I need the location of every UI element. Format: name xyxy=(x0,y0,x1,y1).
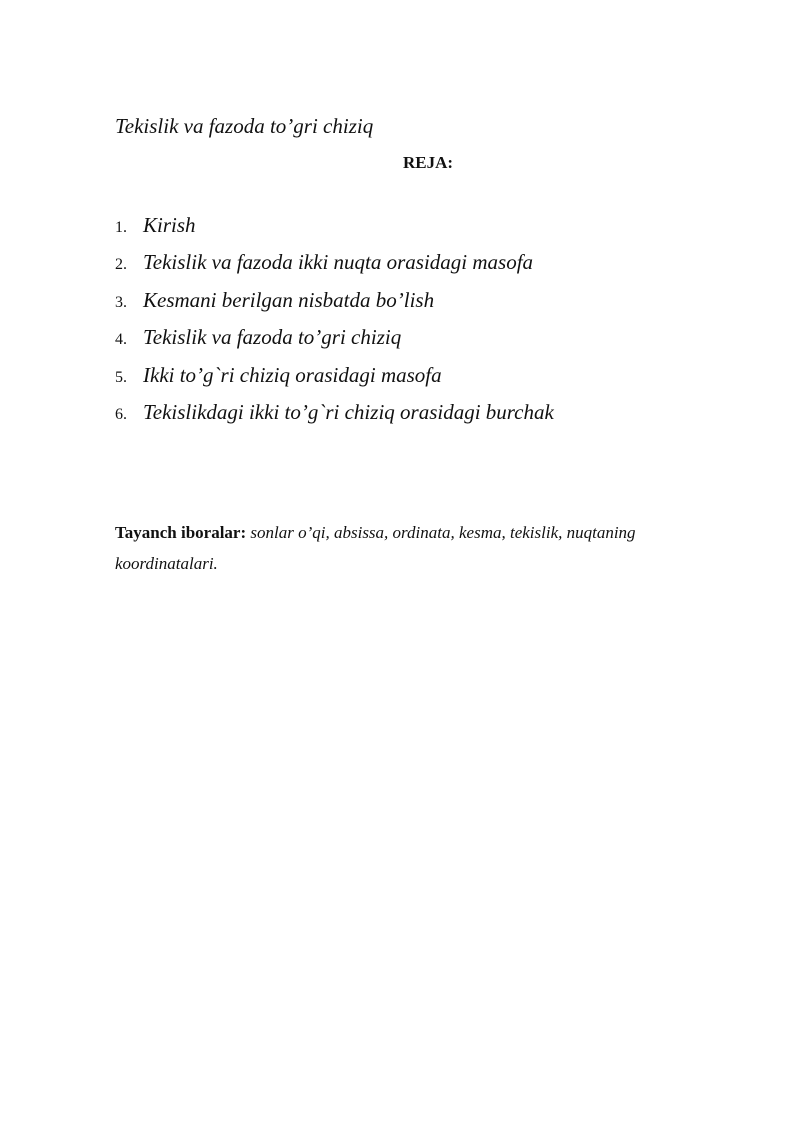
plan-item-text: Tekislik va fazoda ikki nuqta orasidagi masofa xyxy=(143,250,534,275)
plan-item-text: Kesmani berilgan nisbatda bo’lish xyxy=(143,287,435,312)
plan-item-text: Tekislikdagi ikki to’g`ri chiziq orasidagi burchak xyxy=(143,399,554,424)
plan-item-number: 6. xyxy=(115,405,127,423)
plan-item-number: 2. xyxy=(115,256,127,274)
plan-item xyxy=(115,213,554,250)
plan-list xyxy=(115,213,554,437)
plan-item-text: Tekislik va fazoda to’gri chiziq xyxy=(143,325,402,350)
plan-heading: REJA: xyxy=(402,153,454,172)
plan-item xyxy=(115,250,554,287)
plan-item-text: Ikki to’g`ri chiziq orasidagi masofa xyxy=(143,362,442,387)
keywords-list: sonlar o’qi, absissa, ordinata, kesma, tekislik, nuqtaning koordinatalari. xyxy=(115,523,636,573)
keywords-paragraph xyxy=(115,517,715,579)
plan-item xyxy=(115,363,554,400)
document-title: Tekislik va fazoda to’gri chiziq xyxy=(115,114,374,138)
plan-item-number: 3. xyxy=(115,293,127,311)
plan-item-text: Kirish xyxy=(143,213,196,237)
plan-item xyxy=(115,325,554,362)
plan-item xyxy=(115,400,554,437)
plan-item xyxy=(115,288,554,325)
plan-item-number: 4. xyxy=(115,331,127,349)
plan-item-number: 5. xyxy=(115,368,127,386)
keywords-label: Tayanch iboralar: xyxy=(115,523,247,542)
plan-item-number: 1. xyxy=(115,219,127,236)
